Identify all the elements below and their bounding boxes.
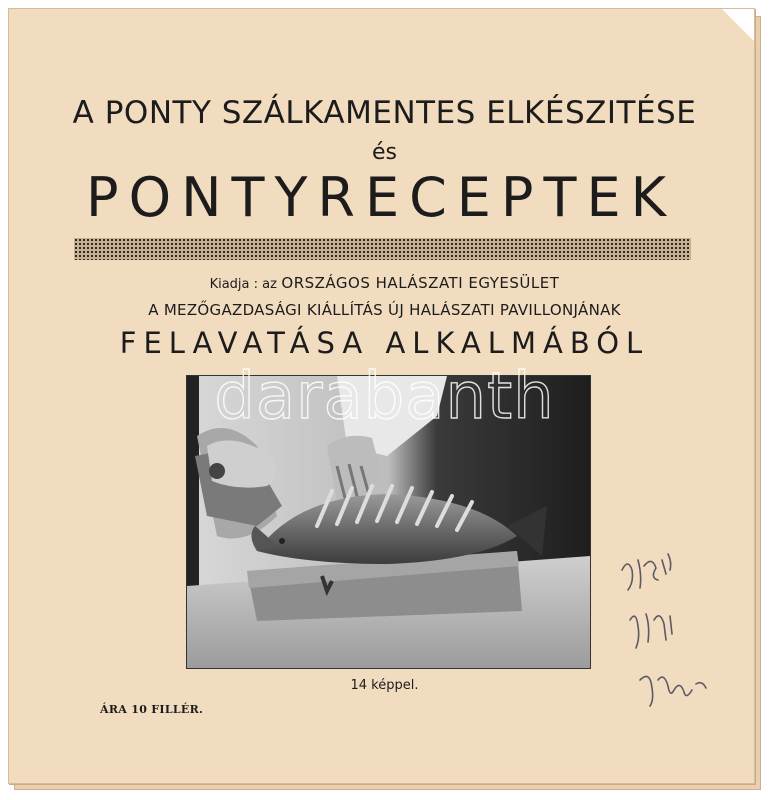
title-conjunction: és xyxy=(372,140,397,165)
price-label: ÁRA 10 FILLÉR. xyxy=(100,703,204,716)
occasion-title: FELAVATÁSA ALKALMÁBÓL xyxy=(119,326,650,360)
watermark: darabanth xyxy=(214,360,555,434)
photo-caption: 14 képpel. xyxy=(350,678,419,693)
pencil-handwritten-notes xyxy=(610,530,730,720)
publisher-name: ORSZÁGOS HALÁSZATI EGYESÜLET xyxy=(281,274,560,292)
publisher-prefix: Kiadja : az xyxy=(209,277,277,292)
title-line-1: A PONTY SZÁLKAMENTES ELKÉSZITÉSE xyxy=(72,95,697,131)
folded-corner xyxy=(722,9,754,41)
decorative-dotted-bar xyxy=(74,238,691,260)
publisher-line xyxy=(0,274,769,292)
subtitle: A MEZŐGAZDASÁGI KIÁLLÍTÁS ÚJ HALÁSZATI PAVILLONJÁNAK xyxy=(148,301,621,319)
main-title: PONTYRECEPTEK xyxy=(86,166,676,229)
